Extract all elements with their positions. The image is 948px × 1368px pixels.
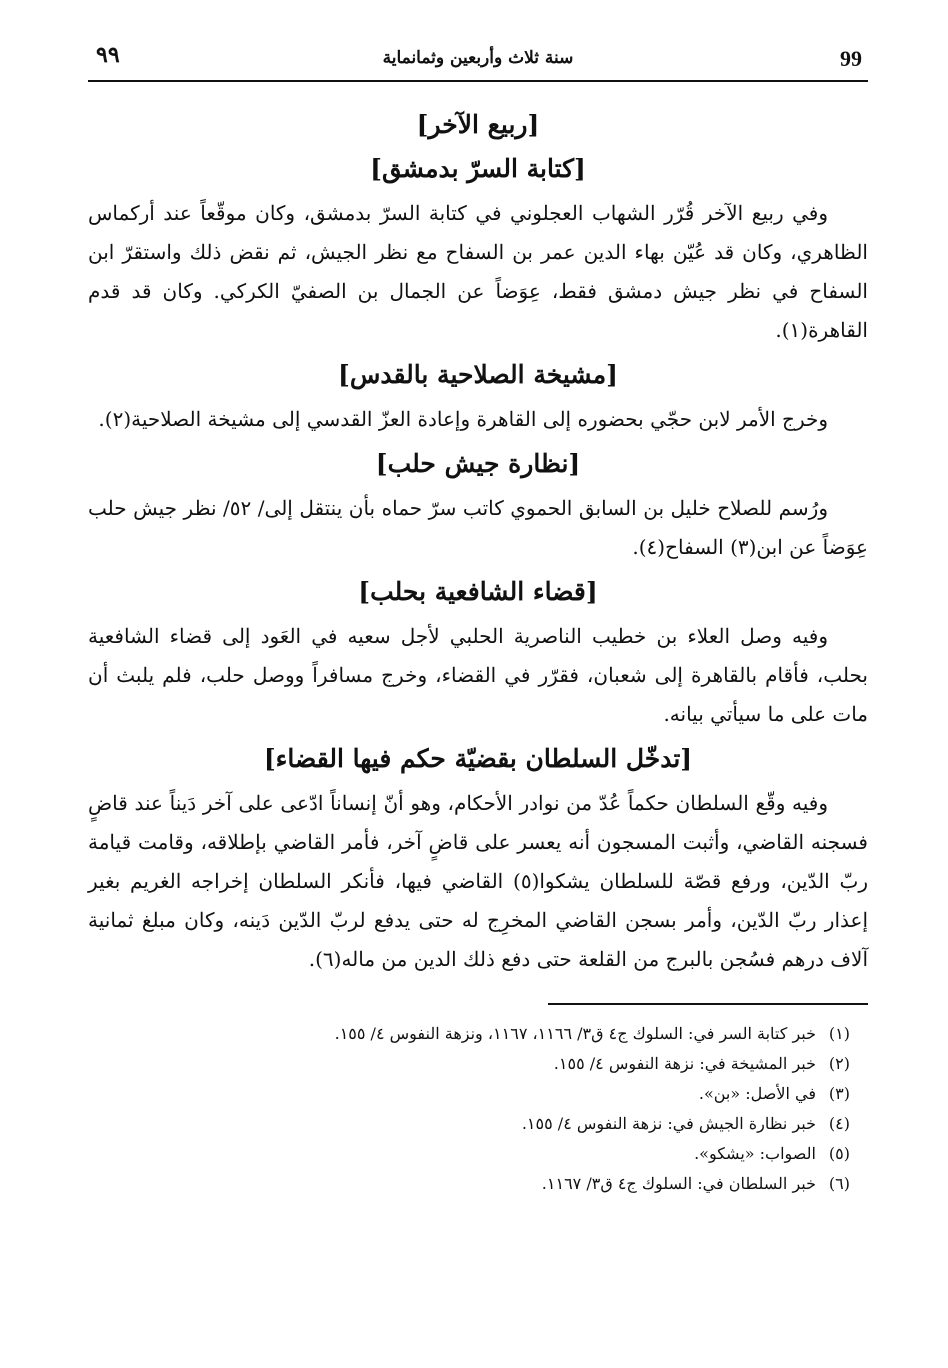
- running-title: سنة ثلاث وأربعين وثمانماية: [382, 48, 574, 68]
- footnote-mark: (٢): [828, 1054, 850, 1073]
- footnote-text: في الأصل: «بن».: [698, 1084, 816, 1103]
- paragraph-judgeship-aleppo: وفيه وصل العلاء بن خطيب الناصرية الحلبي لأجل سعيه في العَود إلى قضاء الشافعية بحلب، فأقام بالقاهرة إلى شعبان، فقرّر في القضاء، وخرج مسافراً ووصل حلب، فلم يلبث أن مات على ما سيأتي بيانه.: [88, 624, 868, 726]
- footnote-mark: (٣): [828, 1084, 850, 1103]
- section-heading-judgeship-aleppo: [قضاء الشافعية بحلب]: [358, 577, 598, 606]
- section-heading-secretariat-damascus: [كتابة السرّ بدمشق]: [370, 154, 586, 183]
- footnote-text: خبر السلطان في: السلوك ج٤ ق٣/ ١١٦٧.: [541, 1174, 816, 1193]
- footnote-mark: (٦): [828, 1174, 850, 1193]
- section-heading-salahiya: [مشيخة الصلاحية بالقدس]: [338, 360, 618, 389]
- main-text: [88, 82, 868, 979]
- footnote-item: [88, 1139, 868, 1169]
- section-heading-sultan-ruling: [تدخّل السلطان بقضيّة حكم فيها القضاء]: [263, 744, 693, 773]
- footnote-item: [88, 1109, 868, 1139]
- page-number-arabic: ٩٩: [96, 42, 120, 68]
- footnote-item: [88, 1169, 868, 1199]
- book-page: [88, 30, 868, 1340]
- footnote-item: [88, 1049, 868, 1079]
- footnote-divider: [548, 1003, 868, 1005]
- footnote-text: خبر المشيخة في: نزهة النفوس ٤/ ١٥٥.: [553, 1054, 816, 1073]
- footnote-text: الصواب: «يشكو».: [694, 1144, 816, 1163]
- footnote-item: [88, 1019, 868, 1049]
- footnote-mark: (٥): [828, 1144, 850, 1163]
- section-heading-month: [ربيع الآخر]: [416, 110, 540, 139]
- paragraph-sultan-ruling: وفيه وقّع السلطان حكماً عُدّ من نوادر الأحكام، وهو أنّ إنساناً ادّعى على آخر دَيناً عند قاضٍ فسجنه القاضي، وأثبت المسجون أنه يعسر على قاضٍ آخر، فأمر القاضي بإطلاقه، وقامت قيامة ربّ الدّين، ورفع قصّة للسلطان يشكوا(٥) القاضي فيها، فأنكر السلطان إخراجه الغريم بغير إعذار ربّ الدّين، وأمر بسجن القاضي المخرِج له حتى يدفع لربّ الدّين دَينه، وكان مبلغ ثمانية آلاف درهم فسُجن بالبرج من القلعة حتى دفع ذلك الدين من ماله(٦).: [88, 791, 868, 971]
- page-number-latin: 99: [840, 46, 862, 71]
- paragraph-army-aleppo: ورُسم للصلاح خليل بن السابق الحموي كاتب سرّ حماه بأن ينتقل إلى/ ٥٢/ نظر جيش حلب عِوَضاً عن ابن(٣) السفاح(٤).: [88, 496, 868, 559]
- paragraph-secretariat-damascus: وفي ربيع الآخر قُرّر الشهاب العجلوني في كتابة السرّ بدمشق، وكان موقّعاً عند أركماس الظاهري، وكان قد عُيّن بهاء الدين عمر بن السفاح مع نظر الجيش، ثم نقض ذلك واستقرّ ابن السفاح في نظر جيش دمشق فقط، عِوَضاً عن الجمال بن الصفيّ الكركي. وكان قد قدم القاهرة(١).: [88, 201, 868, 342]
- paragraph-salahiya: وخرج الأمر لابن حجّي بحضوره إلى القاهرة وإعادة العزّ القدسي إلى مشيخة الصلاحية(٢).: [98, 407, 828, 431]
- footnote-text: خبر نظارة الجيش في: نزهة النفوس ٤/ ١٥٥.: [521, 1114, 816, 1133]
- footnote-mark: (١): [828, 1024, 850, 1043]
- footnote-text: خبر كتابة السر في: السلوك ج٤ ق٣/ ١١٦٦، ١١٦٧، ونزهة النفوس ٤/ ١٥٥.: [334, 1024, 816, 1043]
- footnotes: [88, 1019, 868, 1199]
- section-heading-army-aleppo: [نظارة جيش حلب]: [375, 449, 581, 478]
- footnote-item: [88, 1079, 868, 1109]
- running-header: [88, 30, 868, 82]
- footnote-mark: (٤): [828, 1114, 850, 1133]
